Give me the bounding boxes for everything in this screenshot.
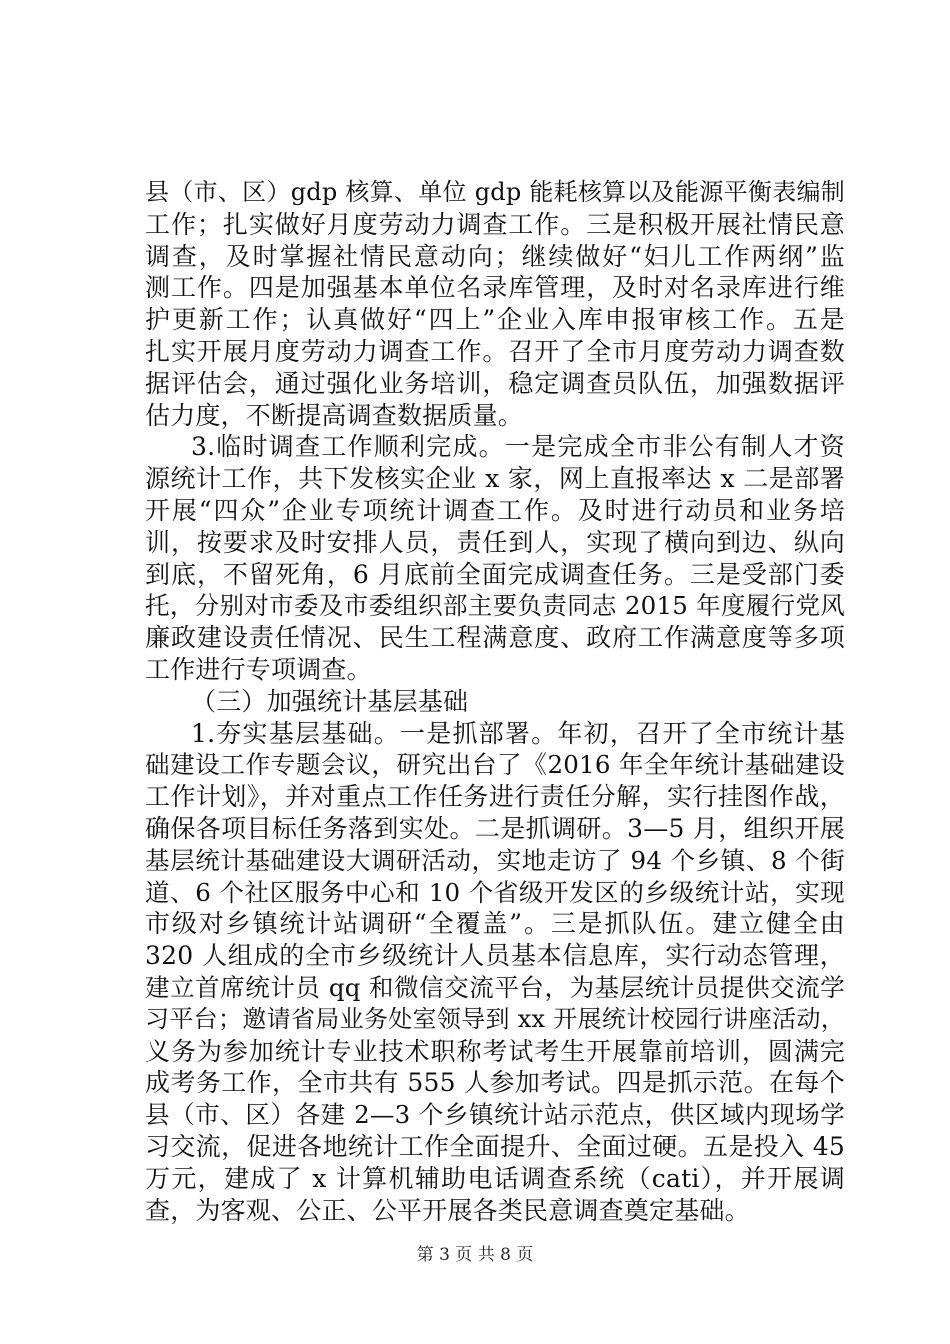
text-line: 廉政建设责任情况、民生工程满意度、政府工作满意度等多项 — [145, 623, 845, 653]
text-line: 护更新工作；认真做好“四上”企业入库申报审核工作。五是 — [145, 305, 845, 335]
text-line: 扎实开展月度劳动力调查工作。召开了全市月度劳动力调查数 — [145, 336, 845, 366]
text-line: 确保各项目标任务落到实处。二是抓调研。3—5 月，组织开展 — [145, 813, 845, 843]
text-line: 习平台；邀请省局业务处室领导到 xx 开展统计校园行讲座活动， — [145, 1004, 845, 1033]
text-line: 3.临时调查工作顺利完成。一是完成全市非公有制人才资 — [191, 432, 845, 462]
text-line: 到底，不留死角，6 月底前全面完成调查任务。三是受部门委 — [145, 559, 845, 589]
text-line: 测工作。四是加强基本单位名录库管理，及时对名录库进行维 — [145, 273, 845, 303]
text-line: 成考务工作，全市共有 555 人参加考试。四是抓示范。在每个 — [145, 1068, 845, 1098]
text-line: 查，为客观、公正、公平开展各类民意调查奠定基础。 — [145, 1195, 750, 1225]
text-line: 源统计工作，共下发核实企业 x 家，网上直报率达 x 二是部署 — [145, 464, 845, 494]
text-line: 基层统计基础建设大调研活动，实地走访了 94 个乡镇、8 个街 — [145, 845, 845, 875]
text-line: 道、6 个社区服务中心和 10 个省级开发区的乡级统计站，实现 — [145, 877, 845, 907]
text-line: 县（市、区）gdp 核算、单位 gdp 能耗核算以及能源平衡表编制 — [145, 178, 845, 206]
page-footer: 第 3 页 共 8 页 — [416, 1245, 534, 1265]
text-line: 义务为参加统计专业技术职称考试考生开展靠前培训，圆满完 — [145, 1036, 845, 1066]
text-line: （三）加强统计基层基础 — [191, 686, 469, 716]
text-line: 工作计划》，并对重点工作任务进行责任分解，实行挂图作战， — [145, 782, 845, 812]
text-line: 训，按要求及时安排人员，责任到人，实现了横向到边、纵向 — [145, 527, 845, 557]
text-line: 万元，建成了 x 计算机辅助电话调查系统（cati），并开展调 — [145, 1163, 845, 1193]
text-line: 据评估会，通过强化业务培训，稳定调查员队伍，加强数据评 — [145, 368, 845, 398]
text-line: 市级对乡镇统计站调研“全覆盖”。三是抓队伍。建立健全由 — [145, 909, 845, 939]
text-line: 工作；扎实做好月度劳动力调查工作。三是积极开展社情民意 — [145, 209, 845, 239]
text-line: 调查，及时掌握社情民意动向；继续做好“妇儿工作两纲”监 — [145, 241, 845, 271]
text-line: 础建设工作专题会议，研究出台了《2016 年全年统计基础建设 — [145, 750, 845, 780]
body-text — [145, 177, 845, 1226]
text-line: 建立首席统计员 qq 和微信交流平台，为基层统计员提供交流学 — [145, 972, 845, 1002]
text-line: 320 人组成的全市乡级统计人员基本信息库，实行动态管理， — [145, 941, 845, 971]
text-line: 开展“四众”企业专项统计调查工作。及时进行动员和业务培 — [145, 495, 845, 525]
text-line: 估力度，不断提高调查数据质量。 — [145, 400, 524, 430]
text-line: 县（市、区）各建 2—3 个乡镇统计站示范点，供区域内现场学 — [145, 1100, 845, 1130]
text-line: 1.夯实基层基础。一是抓部署。年初，召开了全市统计基 — [191, 718, 845, 748]
text-line: 工作进行专项调查。 — [145, 654, 372, 684]
text-line: 托，分别对市委及市委组织部主要负责同志 2015 年度履行党风 — [145, 591, 845, 621]
text-line: 习交流，促进各地统计工作全面提升、全面过硬。五是投入 45 — [145, 1131, 845, 1161]
